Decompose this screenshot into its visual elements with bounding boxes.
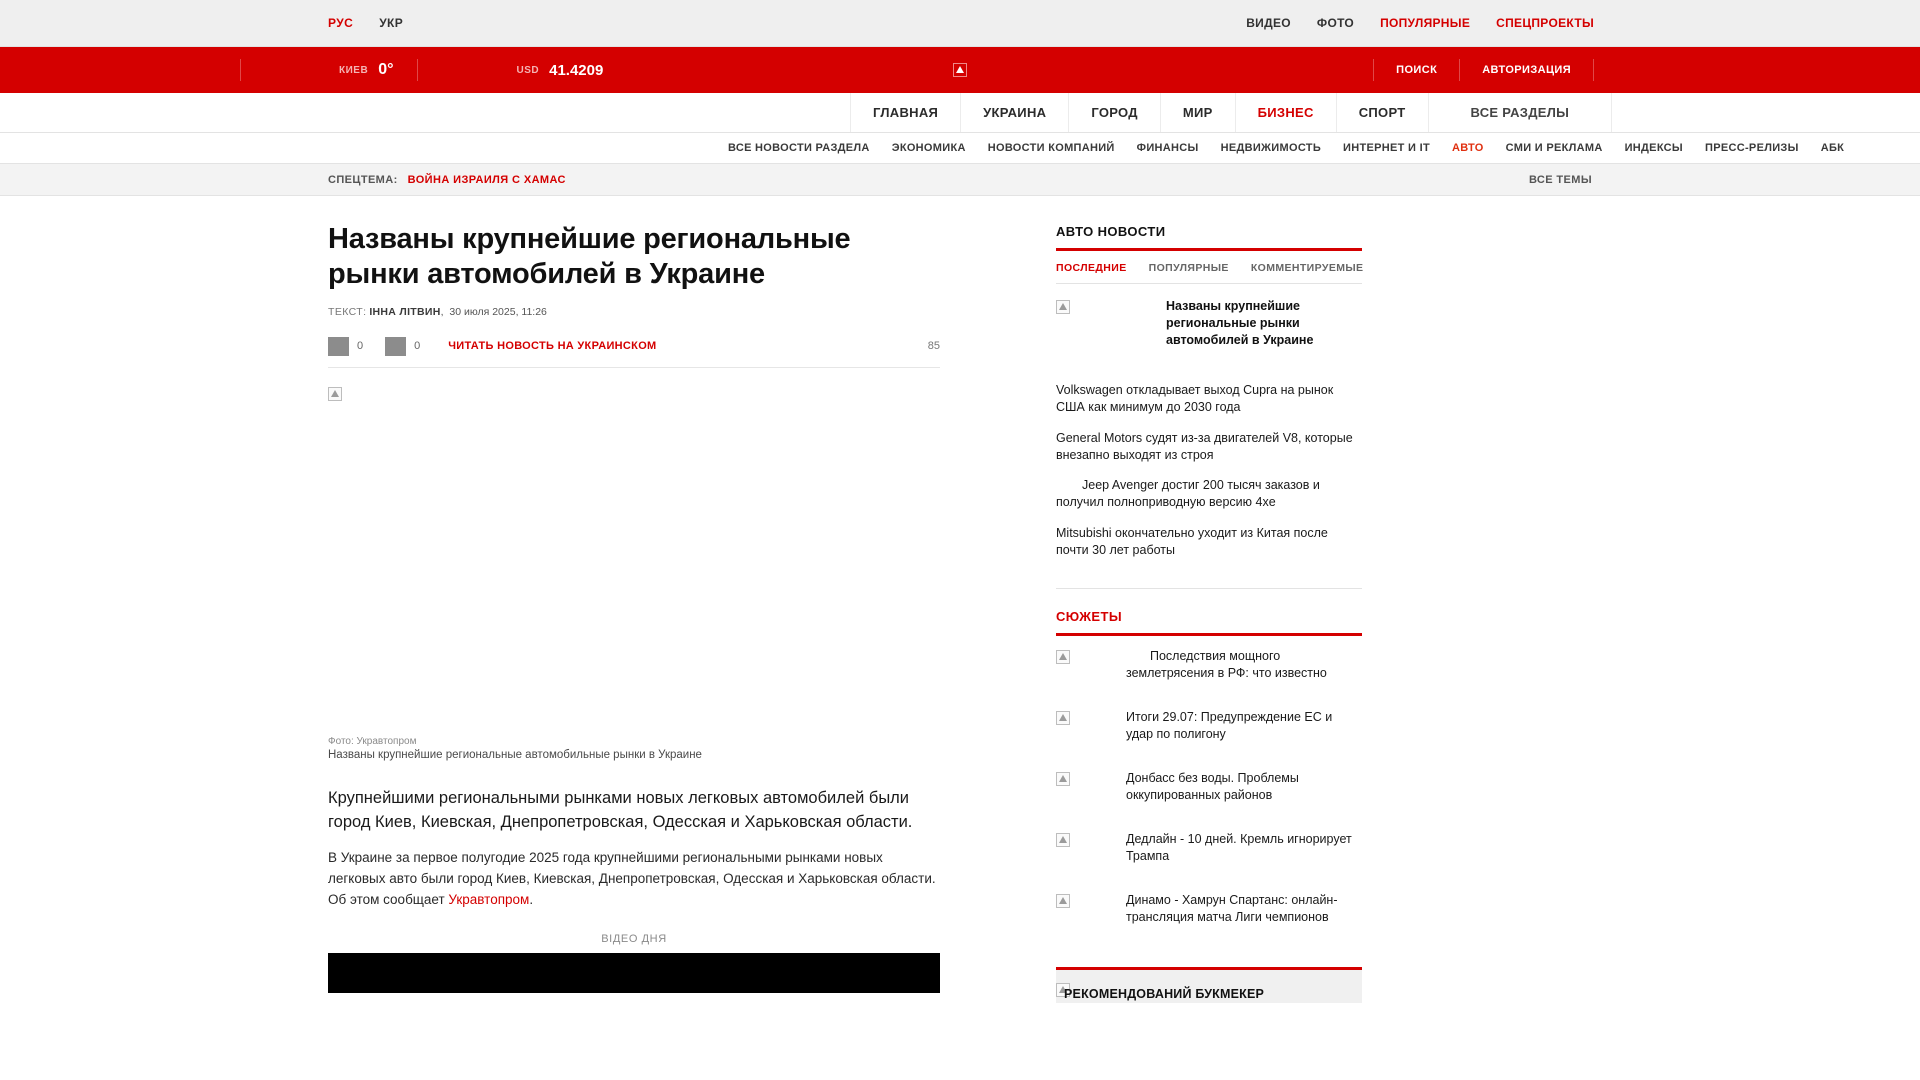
header-divider-1 — [240, 59, 241, 81]
article-body-link[interactable]: Укравтопром — [448, 892, 530, 908]
tab-commented[interactable]: КОММЕНТИРУЕМЫЕ — [1250, 262, 1364, 274]
syuzhet-title[interactable]: Динамо - Хамрун Спартанс: онлайн-трансляция матча Лиги чемпионов — [1126, 893, 1338, 924]
photo-caption: Названы крупнейшие региональные автомобильные рынки в Украине — [328, 748, 702, 761]
video-of-the-day-label: ВІДЕО ДНЯ — [601, 933, 667, 946]
bookmaker-label: РЕКОМЕНДОВАНИЙ БУКМЕКЕР — [1064, 987, 1265, 1001]
nav-item-city[interactable]: ГОРОД — [1069, 93, 1161, 132]
broken-image-icon — [1056, 300, 1070, 314]
list-item[interactable]: Mitsubishi окончательно уходит из Китая после почти 30 лет работы — [1056, 525, 1328, 557]
publish-date: 30 июля 2025, 11:26 — [449, 305, 547, 318]
article-lead: Крупнейшими региональными рынками новых легковых автомобилей были город Киев, Киевская, Днепропетровская, Одесская и Харьковская области. — [328, 788, 913, 831]
top-link-video[interactable]: ВИДЕО — [1246, 16, 1291, 30]
bookmaker-block[interactable] — [1056, 967, 1362, 1003]
syuzhet-thumbnail — [1056, 648, 1114, 686]
sidebar-column — [1056, 196, 1362, 1003]
broken-image-icon — [1056, 772, 1070, 786]
list-item[interactable] — [1056, 636, 1362, 697]
list-item[interactable] — [1056, 819, 1362, 880]
syuzhet-title[interactable]: Итоги 29.07: Предупреждение ЕС и удар по полигону — [1126, 710, 1333, 741]
subnav-item-press-releases[interactable]: ПРЕСС-РЕЛИЗЫ — [1705, 142, 1799, 154]
language-switcher — [328, 16, 403, 30]
auto-news-tabs — [1056, 251, 1362, 284]
subnav-item-media-ads[interactable]: СМИ И РЕКЛАМА — [1505, 142, 1603, 154]
article-body-end: . — [529, 892, 534, 908]
comment-icon — [328, 337, 349, 356]
top-link-photo[interactable]: ФОТО — [1316, 16, 1355, 30]
featured-thumbnail — [1056, 298, 1154, 364]
video-player[interactable] — [328, 953, 940, 993]
main-nav-inner — [240, 93, 1680, 132]
broken-image-icon — [1056, 711, 1070, 725]
share-counter[interactable] — [385, 337, 420, 356]
broken-image-icon — [953, 63, 967, 77]
broken-image-icon — [1056, 833, 1070, 847]
subnav-item-all-news[interactable]: ВСЕ НОВОСТИ РАЗДЕЛА — [728, 142, 870, 154]
list-item[interactable] — [1056, 758, 1362, 819]
list-item[interactable]: General Motors судят из-за двигателей V8, которые внезапно выходят из строя — [1056, 430, 1353, 462]
nav-item-main[interactable]: ГЛАВНАЯ — [850, 93, 961, 132]
subnav-item-auto[interactable]: АВТО — [1451, 142, 1484, 154]
currency-widget[interactable] — [506, 55, 627, 85]
article-body — [328, 848, 940, 911]
top-link-popular[interactable]: ПОПУЛЯРНЫЕ — [1380, 16, 1471, 30]
shares-count: 0 — [414, 340, 421, 353]
city-label: КИЕВ — [339, 64, 369, 76]
search-button[interactable]: ПОИСК — [1396, 64, 1438, 76]
page-title: Названы крупнейшие региональные рынки автомобилей в Украине — [328, 223, 851, 290]
lang-ru[interactable]: РУС — [328, 16, 354, 30]
content-area — [240, 196, 1680, 1003]
photo-credit: Фото: Укравтопром — [328, 735, 417, 747]
lead-image — [328, 386, 940, 730]
subnav-item-company-news[interactable]: НОВОСТИ КОМПАНИЙ — [987, 142, 1115, 154]
read-in-ukrainian-link[interactable]: ЧИТАТЬ НОВОСТЬ НА УКРАИНСКОМ — [448, 340, 657, 353]
spectema-bar — [0, 164, 1920, 196]
subnav-item-realestate[interactable]: НЕДВИЖИМОСТЬ — [1220, 142, 1322, 154]
header-divider-2 — [417, 59, 418, 81]
nav-spacer — [240, 93, 850, 132]
tab-popular[interactable]: ПОПУЛЯРНЫЕ — [1148, 262, 1229, 274]
article-toolbar — [328, 334, 940, 368]
syuzhet-thumbnail — [1056, 709, 1114, 747]
spectema-all-topics-link[interactable]: ВСЕ ТЕМЫ — [1528, 173, 1592, 186]
top-link-specprojects[interactable]: СПЕЦПРОЕКТЫ — [1496, 16, 1594, 30]
syuzhet-thumbnail — [1056, 831, 1114, 869]
syuzhet-thumbnail — [1056, 892, 1114, 930]
article-column — [328, 196, 940, 1003]
site-logo[interactable] — [900, 56, 1020, 84]
lang-ua[interactable]: УКР — [379, 16, 404, 30]
views-count: 85 — [927, 340, 940, 353]
list-item[interactable]: Jeep Avenger достиг 200 тысяч заказов и получил полноприводную версию 4xe — [1056, 478, 1320, 510]
nav-item-all-sections[interactable]: ВСЕ РАЗДЕЛЫ — [1429, 93, 1613, 132]
featured-news-title[interactable]: Названы крупнейшие региональные рынки автомобилей в Украине — [1166, 299, 1314, 347]
weather-widget[interactable] — [329, 55, 417, 85]
nav-item-world[interactable]: МИР — [1161, 93, 1236, 132]
comments-counter[interactable] — [328, 337, 363, 356]
featured-news-item[interactable] — [1056, 284, 1362, 382]
header-divider-5 — [1593, 59, 1594, 81]
currency-value: 41.4209 — [549, 61, 604, 79]
top-bar-inner — [240, 0, 1680, 47]
article-body-start: В Украине за первое полугодие 2025 года крупнейшими региональными рынками новых легковых авто были город Киев, Киевская, Днепропетровская, Одесская и Харьковская области. Об этом сообщает — [328, 850, 936, 908]
byline: ТЕКСТ: ІННА ЛІТВИН, 30 июля 2025, 11:26 — [328, 305, 547, 318]
syuzhet-title[interactable]: Последствия мощного землетрясения в РФ: что известно — [1126, 649, 1327, 680]
broken-image-icon — [1056, 650, 1070, 664]
syuzhety-heading: СЮЖЕТЫ — [1056, 589, 1362, 636]
header-bar-inner — [240, 47, 1680, 93]
list-item[interactable] — [1056, 880, 1362, 941]
subnav-item-finance[interactable]: ФИНАНСЫ — [1136, 142, 1199, 154]
auto-news-heading: АВТО НОВОСТИ — [1056, 224, 1362, 251]
broken-image-icon — [1056, 894, 1070, 908]
comments-count: 0 — [357, 340, 364, 353]
subnav-item-abk[interactable]: АБК — [1820, 142, 1845, 154]
broken-image-icon — [328, 387, 342, 401]
list-item[interactable] — [1056, 697, 1362, 758]
spectema-inner — [240, 174, 1680, 186]
spectema-label: СПЕЦТЕМА: — [328, 173, 398, 186]
auto-news-list — [1056, 382, 1362, 589]
syuzhet-title[interactable]: Дедлайн - 10 дней. Кремль игнорирует Трампа — [1126, 832, 1352, 863]
temperature-value: 0° — [378, 61, 394, 78]
main-nav — [0, 93, 1920, 133]
auth-button[interactable]: АВТОРИЗАЦИЯ — [1482, 64, 1571, 76]
subnav-item-indexes[interactable]: ИНДЕКСЫ — [1624, 142, 1683, 154]
sub-nav — [0, 133, 1920, 164]
share-icon — [385, 337, 406, 356]
top-links — [1246, 16, 1594, 30]
sub-nav-inner — [240, 133, 1845, 163]
subnav-item-internet-it[interactable]: ИНТЕРНЕТ И IT — [1343, 142, 1430, 154]
tab-latest[interactable]: ПОСЛЕДНИЕ — [1056, 262, 1127, 274]
subnav-item-economy[interactable]: ЭКОНОМИКА — [891, 142, 966, 154]
nav-item-ukraine[interactable]: УКРАИНА — [961, 93, 1069, 132]
list-item[interactable]: Volkswagen откладывает выход Cupra на рынок США как минимум до 2030 года — [1056, 383, 1334, 415]
nav-item-business[interactable]: БИЗНЕС — [1236, 93, 1337, 132]
syuzhet-thumbnail — [1056, 770, 1114, 808]
currency-label: USD — [516, 64, 540, 76]
spectema-topic-link[interactable]: ВОЙНА ИЗРАИЛЯ С ХАМАС — [407, 173, 566, 186]
header-actions — [1373, 55, 1594, 85]
top-bar — [0, 0, 1920, 47]
syuzhet-title[interactable]: Донбасс без воды. Проблемы оккупированных районов — [1126, 771, 1299, 802]
header-bar — [0, 47, 1920, 93]
spectema-left — [328, 174, 566, 186]
lead-image-wrapper — [328, 386, 940, 730]
author-label: ТЕКСТ: — [328, 305, 367, 318]
nav-item-sport[interactable]: СПОРТ — [1337, 93, 1429, 132]
author-name[interactable]: ІННА ЛІТВИН — [369, 305, 441, 318]
